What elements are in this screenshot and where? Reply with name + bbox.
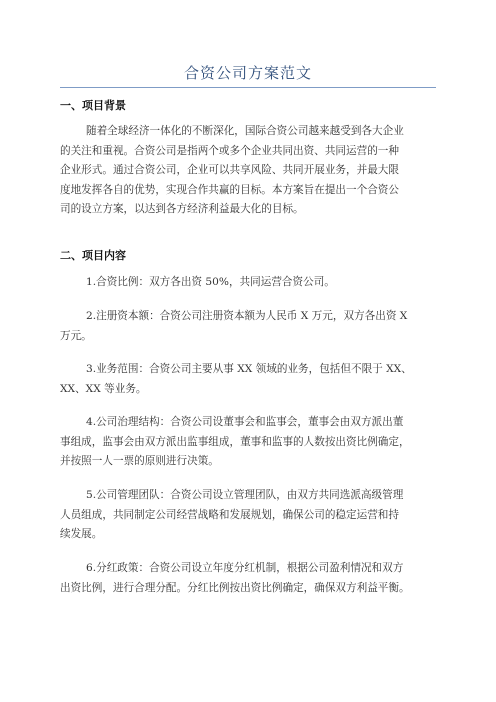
document-title: 合资公司方案范文: [183, 64, 312, 82]
paragraph-line: 并按照一人一票的原则进行决策。: [60, 455, 219, 467]
paragraph-line: 的关注和重视。合资公司是指两个或多个企业共同出资、共同运营的一种: [60, 144, 399, 157]
paragraph-line: 4.公司治理结构：合资公司设董事会和监事会，董事会由双方派出董: [86, 416, 404, 428]
section-heading-background: 一、项目背景: [60, 99, 126, 112]
paragraph-line: XX、XX 等业务。: [60, 382, 147, 395]
section-heading-content: 二、项目内容: [60, 249, 126, 262]
paragraph-line: 人员组成，共同制定公司经营战略和发展规划，确保公司的稳定运营和持: [60, 508, 399, 521]
paragraph-line: 续发展。: [60, 528, 103, 540]
paragraph-line: 2.注册资本额：合资公司注册资本额为人民币 X 万元，双方各出资 X: [86, 310, 408, 322]
paragraph-line: 事组成，监事会由双方派出监事组成，董事和监事的人数按出资比例确定，: [60, 435, 410, 448]
paragraph-line: 随着全球经济一体化的不断深化，国际合资公司越来越受到各大企业: [86, 125, 404, 137]
item-equity-ratio: [60, 273, 450, 293]
item-management-team: [60, 486, 450, 545]
item-business-scope: [60, 360, 450, 399]
paragraph-line: 出资比例，进行合理分配。分红比例按出资比例确定，确保双方利益平衡。: [60, 581, 410, 594]
paragraph-line: 6.分红政策：合资公司设立年度分红机制，根据公司盈利情况和双方: [86, 562, 404, 574]
paragraph-line: 1.合资比例：双方各出资 50%，共同运营合资公司。: [86, 276, 335, 288]
paragraph-line: 3.业务范围：合资公司主要从事 XX 领域的业务，包括但不限于 XX、: [86, 363, 412, 375]
item-registered-capital: [60, 307, 450, 346]
item-dividend-policy: [60, 559, 450, 598]
title-divider: [60, 87, 436, 88]
item-governance: [60, 413, 450, 472]
paragraph-line: 司的设立方案，以达到各方经济利益最大化的目标。: [60, 203, 304, 215]
paragraph-background: [60, 122, 450, 220]
paragraph-line: 企业形式。通过合资公司，企业可以共享风险、共同开展业务，并最大限: [60, 164, 399, 176]
paragraph-line: 5.公司管理团队：合资公司设立管理团队，由双方共同选派高级管理: [86, 489, 404, 501]
paragraph-line: 度地发挥各自的优势，实现合作共赢的目标。本方案旨在提出一个合资公: [60, 183, 399, 196]
paragraph-line: 万元。: [60, 329, 92, 342]
